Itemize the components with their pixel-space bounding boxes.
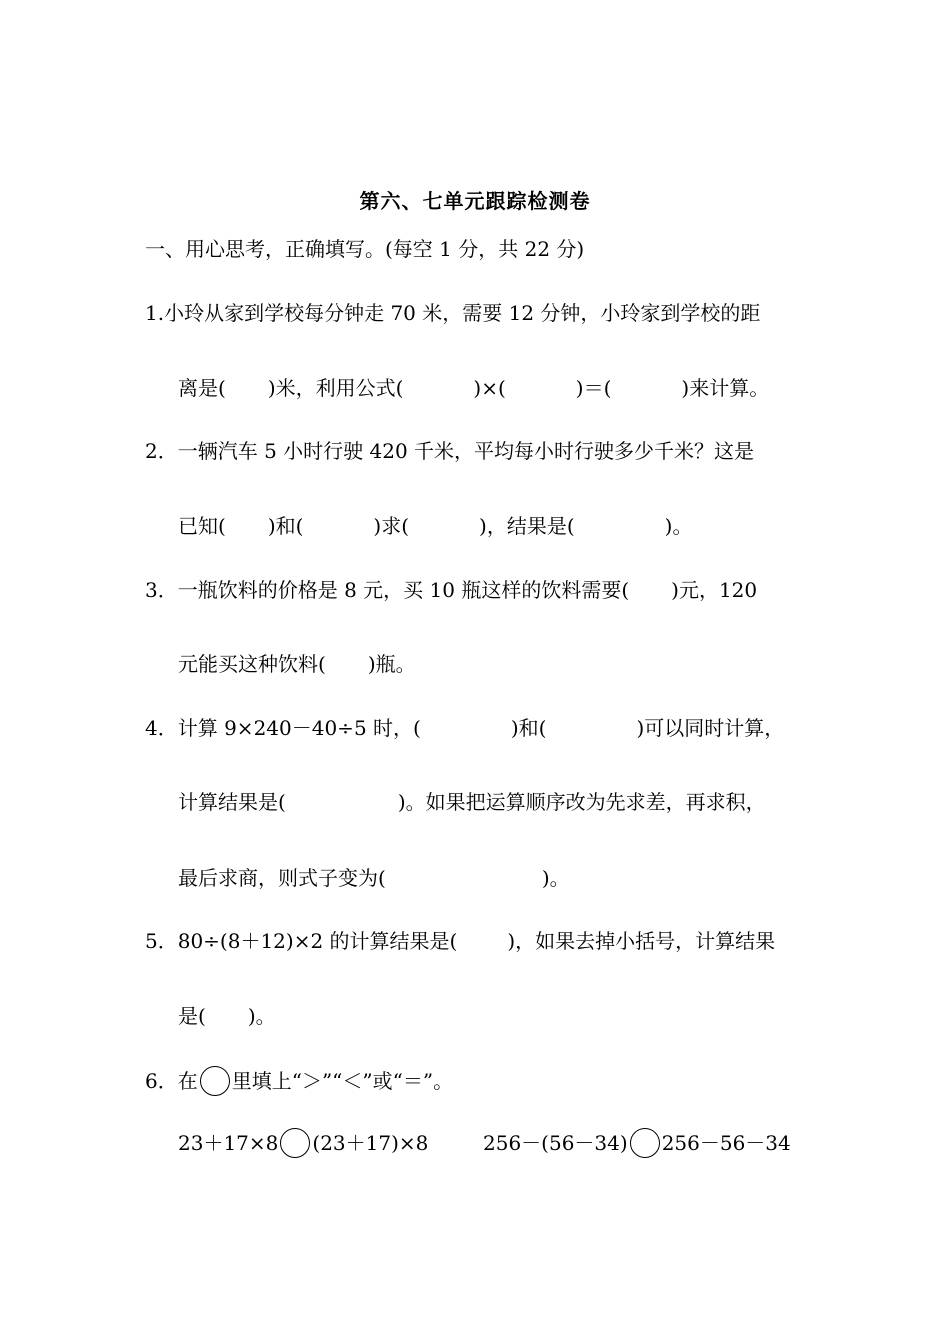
text-segment: 是( — [178, 1004, 206, 1028]
question-2-line-2 — [178, 513, 692, 539]
expression-left: 23＋17×8 — [178, 1131, 279, 1155]
question-2-line-1: 2．一辆汽车 5 小时行驶 420 千米，平均每小时行驶多少千米？这是 — [145, 439, 755, 463]
text-segment: )。 — [664, 514, 693, 538]
text-segment: )＝( — [575, 376, 612, 400]
text-segment: 离是( — [178, 376, 226, 400]
question-1-line-1: 1.小玲从家到学校每分钟走 70 米，需要 12 分钟，小玲家到学校的距 — [145, 301, 761, 325]
text-segment: )和( — [510, 716, 547, 740]
text-segment: )来计算。 — [681, 376, 770, 400]
text-segment: )。 — [541, 866, 570, 890]
text-segment: 6．在 — [145, 1069, 198, 1093]
question-1-line-2 — [178, 375, 769, 401]
text-segment: 元能买这种饮料( — [178, 652, 326, 676]
text-segment: )可以同时计算， — [636, 716, 785, 740]
text-segment: )元，120 — [671, 578, 758, 602]
text-segment: )。如果把运算顺序改为先求差，再求积， — [397, 790, 766, 814]
question-6-instruction — [145, 1066, 453, 1096]
text-segment: 最后求商，则式子变为( — [178, 866, 386, 890]
comparison-circle[interactable] — [630, 1128, 660, 1158]
text-segment: )。 — [247, 1004, 276, 1028]
text-segment: )和( — [267, 514, 304, 538]
question-5-line-1 — [145, 928, 775, 954]
text-segment: 里填上“＞”“＜”或“＝”。 — [231, 1069, 454, 1093]
text-segment: )瓶。 — [367, 652, 416, 676]
comparison-b — [483, 1128, 791, 1158]
text-segment: )求( — [373, 514, 410, 538]
question-4-line-3 — [178, 865, 570, 891]
question-3-line-2 — [178, 651, 416, 677]
text-segment: 3．一瓶饮料的价格是 8 元，买 10 瓶这样的饮料需要( — [145, 578, 630, 602]
comparison-circle[interactable] — [280, 1128, 310, 1158]
comparison-a — [178, 1128, 428, 1158]
question-4-line-1 — [145, 715, 784, 741]
text-segment: 已知( — [178, 514, 226, 538]
text-segment: 计算结果是( — [178, 790, 286, 814]
expression-right: (23＋17)×8 — [312, 1131, 429, 1155]
question-5-line-2 — [178, 1003, 276, 1029]
circle-icon — [200, 1066, 230, 1096]
text-segment: )，结果是( — [479, 514, 575, 538]
text-segment: )米，利用公式( — [267, 376, 404, 400]
text-segment: )×( — [473, 376, 506, 400]
expression-left: 256－(56－34) — [483, 1131, 628, 1155]
section-heading: 一、用心思考，正确填写。(每空 1 分，共 22 分) — [145, 237, 585, 261]
question-4-line-2 — [178, 789, 766, 815]
text-segment: 5．80÷(8＋12)×2 的计算结果是( — [145, 929, 458, 953]
text-segment: )，如果去掉小括号，计算结果 — [507, 929, 776, 953]
expression-right: 256－56－34 — [661, 1131, 791, 1155]
page-title: 第六、七单元跟踪检测卷 — [359, 189, 591, 213]
text-segment: 4．计算 9×240－40÷5 时，( — [145, 716, 421, 740]
question-3-line-1 — [145, 577, 757, 603]
